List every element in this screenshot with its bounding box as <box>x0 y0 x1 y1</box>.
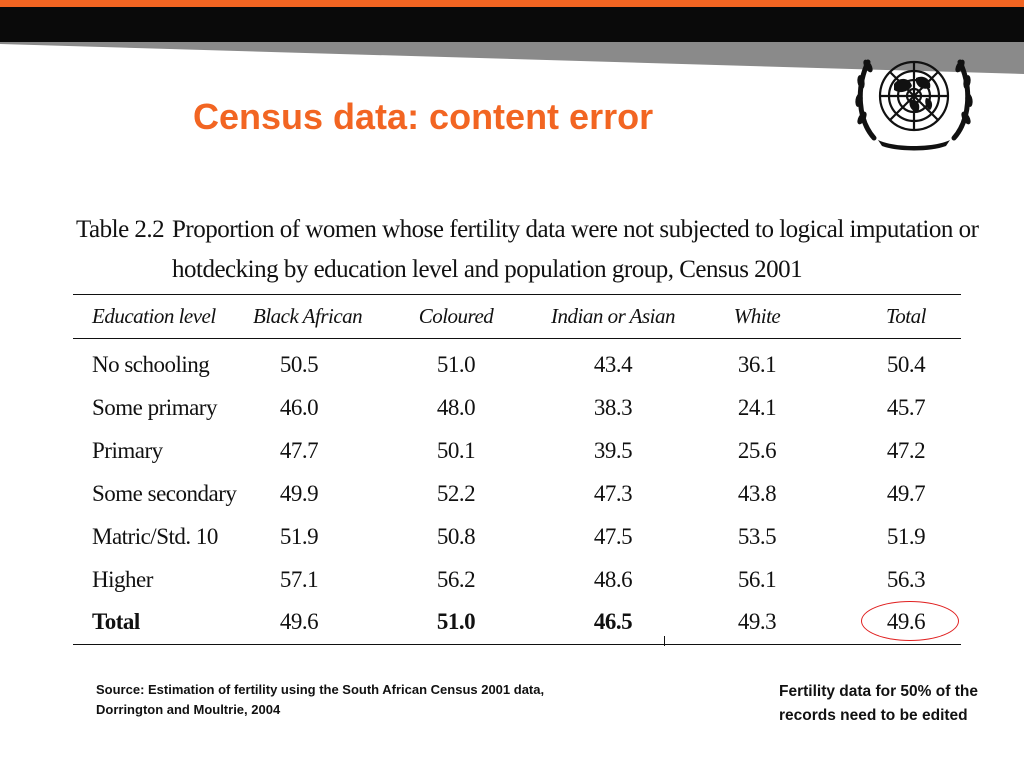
cell-coloured: 51.0 <box>436 609 476 634</box>
cell-coloured: 48.0 <box>436 395 476 420</box>
row-label: Some primary <box>92 395 217 420</box>
cell-black-african: 49.9 <box>279 481 319 506</box>
table-number: Table 2.2 <box>76 216 165 243</box>
cell-white: 24.1 <box>737 395 777 420</box>
cell-total: 51.9 <box>886 524 926 549</box>
table-row <box>73 352 961 392</box>
cell-indian-or-asian: 38.3 <box>593 395 633 420</box>
table-total-row <box>73 609 961 649</box>
cell-black-african: 57.1 <box>279 567 319 592</box>
cell-total: 50.4 <box>886 352 926 377</box>
cell-total: 45.7 <box>886 395 926 420</box>
table-header-row <box>73 304 961 344</box>
cell-black-african: 49.6 <box>279 609 319 634</box>
caption-line-2: hotdecking by education level and population group, Census 2001 <box>172 256 803 283</box>
table-row <box>73 395 961 435</box>
cell-white: 49.3 <box>737 609 777 634</box>
header-white: White <box>733 304 781 328</box>
table-row <box>73 481 961 521</box>
table-row <box>73 567 961 607</box>
cell-indian-or-asian: 47.5 <box>593 524 633 549</box>
cell-total: 56.3 <box>886 567 926 592</box>
table-top-rule <box>73 294 961 295</box>
cell-indian-or-asian: 48.6 <box>593 567 633 592</box>
row-label: Total <box>92 609 140 634</box>
cell-white: 36.1 <box>737 352 777 377</box>
cell-indian-or-asian: 47.3 <box>593 481 633 506</box>
slide-title: Census data: content error <box>193 96 654 137</box>
source-note: Source: Estimation of fertility using the South African Census 2001 data, Dorrington and Moultrie, 2004 <box>96 682 545 717</box>
header-indian-or-asian: Indian or Asian <box>551 304 675 328</box>
cell-indian-or-asian: 46.5 <box>593 609 633 634</box>
row-label: Higher <box>92 567 153 592</box>
cell-total: 47.2 <box>886 438 926 463</box>
cell-total: 49.7 <box>886 481 926 506</box>
row-label: Matric/Std. 10 <box>92 524 218 549</box>
cell-coloured: 56.2 <box>436 567 476 592</box>
header-coloured: Coloured <box>418 304 494 328</box>
table-row <box>73 438 961 478</box>
cell-coloured: 50.1 <box>436 438 476 463</box>
cell-white: 25.6 <box>737 438 777 463</box>
header-total: Total <box>886 304 926 328</box>
caption-line-1: Proportion of women whose fertility data were not subjected to logical imputation or <box>172 216 979 243</box>
cell-coloured: 50.8 <box>436 524 476 549</box>
cell-white: 43.8 <box>737 481 777 506</box>
cell-white: 53.5 <box>737 524 777 549</box>
cell-coloured: 51.0 <box>436 352 476 377</box>
cell-indian-or-asian: 43.4 <box>593 352 633 377</box>
header-education-level: Education level <box>92 304 216 328</box>
cell-total: 49.6 <box>886 609 926 634</box>
row-label: Primary <box>92 438 163 463</box>
cell-white: 56.1 <box>737 567 777 592</box>
table-row <box>73 524 961 564</box>
un-emblem-icon <box>850 48 978 156</box>
cell-black-african: 50.5 <box>279 352 319 377</box>
row-label: No schooling <box>92 352 210 377</box>
red-circle-highlight <box>861 601 959 641</box>
cell-indian-or-asian: 39.5 <box>593 438 633 463</box>
header-black-african: Black African <box>253 304 363 328</box>
cell-black-african: 51.9 <box>279 524 319 549</box>
row-label: Some secondary <box>92 481 237 506</box>
cell-coloured: 52.2 <box>436 481 476 506</box>
side-note: Fertility data for 50% of the records need to be edited <box>779 683 978 724</box>
cell-black-african: 46.0 <box>279 395 319 420</box>
cell-black-african: 47.7 <box>279 438 319 463</box>
